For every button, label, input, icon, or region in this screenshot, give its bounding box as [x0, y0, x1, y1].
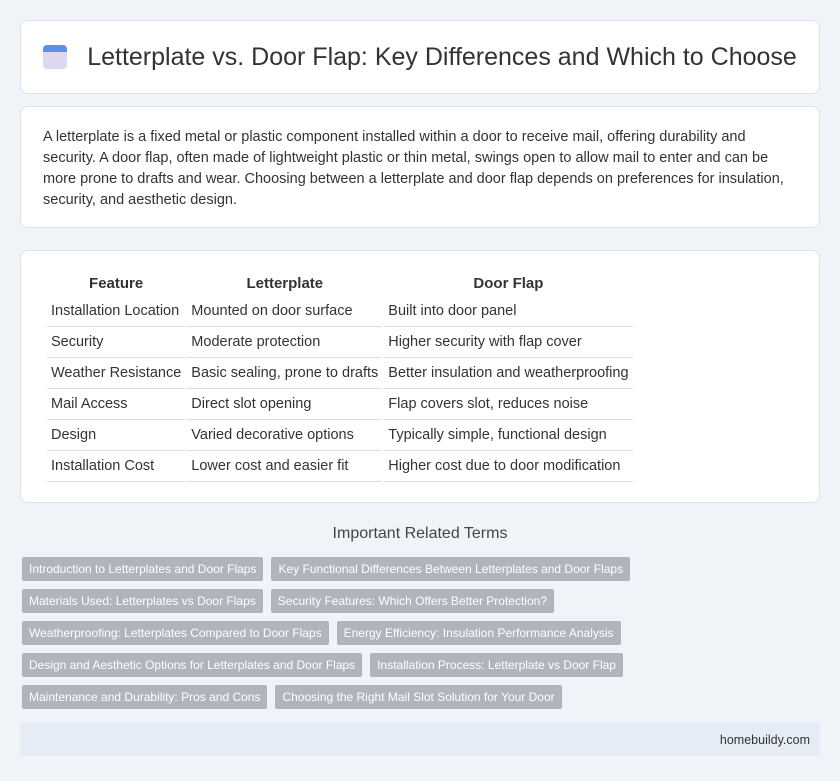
table-cell: Higher security with flap cover [384, 327, 632, 358]
related-tags [0, 557, 664, 709]
column-header: Letterplate [246, 275, 324, 292]
column-header: Feature [89, 275, 144, 292]
table-cell: Mounted on door surface [187, 296, 382, 327]
table-cell: Design [47, 420, 185, 451]
table-cell: Built into door panel [384, 296, 632, 327]
column-header: Door Flap [473, 275, 544, 292]
calendar-icon [43, 45, 67, 69]
related-tag[interactable]: Choosing the Right Mail Slot Solution for Your Door [275, 685, 561, 709]
related-tag[interactable]: Design and Aesthetic Options for Letterplates and Door Flaps [22, 653, 362, 677]
related-tag[interactable]: Introduction to Letterplates and Door Flaps [22, 557, 263, 581]
comparison-card [20, 250, 820, 503]
related-tag[interactable]: Key Functional Differences Between Letterplates and Door Flaps [271, 557, 630, 581]
table-row [47, 451, 633, 482]
table-cell: Security [47, 327, 185, 358]
table-row [47, 358, 633, 389]
page-header [20, 20, 820, 94]
table-cell: Varied decorative options [187, 420, 382, 451]
related-tag[interactable]: Installation Process: Letterplate vs Door Flap [370, 653, 623, 677]
table-cell: Installation Cost [47, 451, 185, 482]
table-cell: Lower cost and easier fit [187, 451, 382, 482]
table-cell: Higher cost due to door modification [384, 451, 632, 482]
table-cell: Weather Resistance [47, 358, 185, 389]
table-cell: Typically simple, functional design [384, 420, 632, 451]
table-cell: Moderate protection [187, 327, 382, 358]
intro-paragraph: A letterplate is a fixed metal or plastic component installed within a door to receive mail, offering durability and security. A door flap, often made of lightweight plastic or thin metal, swings open to allow mail to enter and can be more prone to drafts and wear. Choosing between a letterplate and door flap depends on preferences for insulation, security, and aesthetic design. [20, 106, 820, 228]
footer-site[interactable]: homebuildy.com [719, 732, 810, 747]
related-terms-title: Important Related Terms [332, 525, 508, 542]
related-tag[interactable]: Weatherproofing: Letterplates Compared to Door Flaps [22, 621, 329, 645]
related-tag[interactable]: Materials Used: Letterplates vs Door Flaps [22, 589, 263, 613]
table-cell: Better insulation and weatherproofing [384, 358, 632, 389]
page-title: Letterplate vs. Door Flap: Key Differences and Which to Choose [87, 42, 797, 71]
comparison-table [45, 271, 635, 482]
related-tag[interactable]: Security Features: Which Offers Better Protection? [271, 589, 554, 613]
related-tag[interactable]: Maintenance and Durability: Pros and Cons [22, 685, 267, 709]
table-cell: Flap covers slot, reduces noise [384, 389, 632, 420]
table-row [47, 296, 633, 327]
table-cell: Basic sealing, prone to drafts [187, 358, 382, 389]
table-row [47, 327, 633, 358]
table-cell: Mail Access [47, 389, 185, 420]
footer [20, 723, 820, 756]
table-row [47, 389, 633, 420]
table-cell: Installation Location [47, 296, 185, 327]
related-tag[interactable]: Energy Efficiency: Insulation Performance Analysis [337, 621, 621, 645]
table-cell: Direct slot opening [187, 389, 382, 420]
table-row [47, 420, 633, 451]
